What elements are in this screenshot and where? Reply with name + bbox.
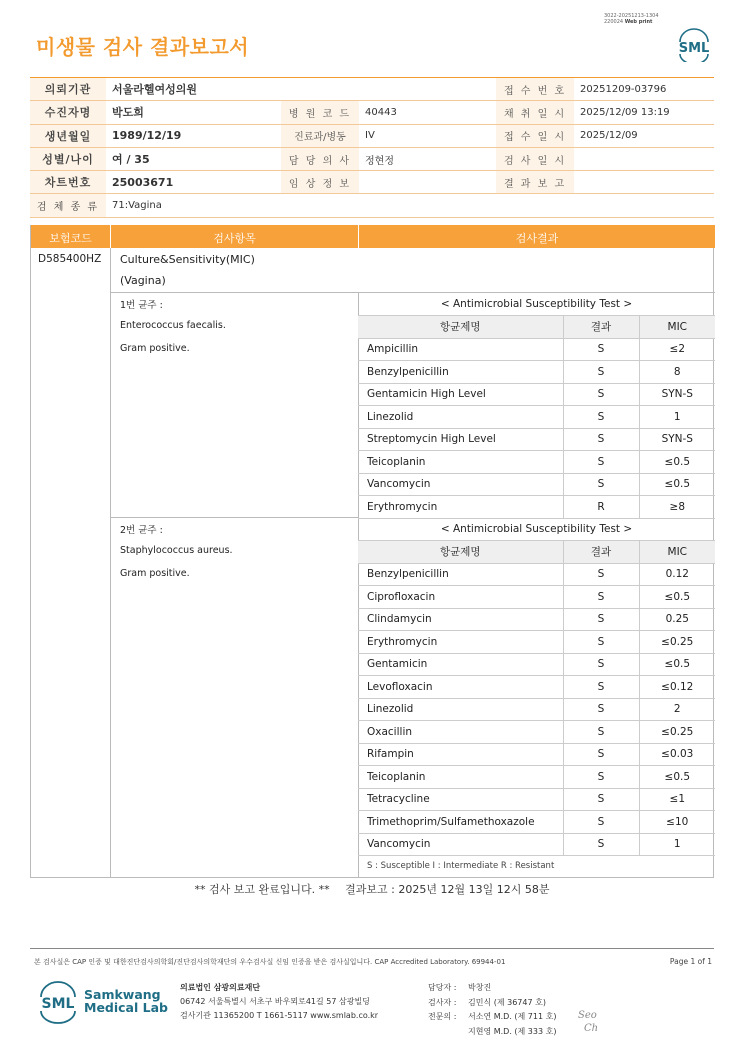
report-label: 결 과 보 고	[496, 171, 574, 194]
collect-date-value: 2025/12/09 13:19	[574, 101, 714, 124]
clinical-info-label: 임 상 정 보	[281, 171, 359, 194]
organism-1-label: 1번 균주 :	[120, 300, 163, 311]
ast-row	[358, 383, 715, 406]
drug-result: S	[563, 406, 639, 429]
drug-mic: ≥8	[639, 496, 715, 519]
tester-value: 김민식 (제 36747 호)	[468, 997, 546, 1007]
ast-row	[358, 811, 715, 834]
ast-row	[358, 496, 715, 519]
ast-row	[358, 473, 715, 496]
drug-result: S	[563, 653, 639, 676]
drug-result: S	[563, 631, 639, 654]
collect-date-label: 채 취 일 시	[496, 101, 574, 124]
org-contact: 검사기관 11365200 T 1661-5117 www.smlab.co.kr	[180, 1011, 379, 1020]
drug-name: Ciprofloxacin	[358, 586, 563, 609]
drug-result: S	[563, 721, 639, 744]
drug-name: Levofloxacin	[358, 676, 563, 699]
drug-name: Teicoplanin	[358, 451, 563, 474]
receipt-no-label: 접 수 번 호	[496, 78, 574, 101]
results-section	[30, 225, 714, 878]
drug-mic: ≤0.5	[639, 451, 715, 474]
specialist2-value: 지현영 M.D. (제 333 호)	[468, 1026, 557, 1036]
col-mic: MIC	[639, 541, 715, 564]
drug-result: S	[563, 608, 639, 631]
col-result: 결과	[563, 316, 639, 339]
sml-brand-logo-icon	[36, 980, 80, 1024]
drug-name: Streptomycin High Level	[358, 428, 563, 451]
chart-no-value: 25003671	[106, 171, 281, 194]
drug-name: Linezolid	[358, 406, 563, 429]
drug-mic: SYN-S	[639, 383, 715, 406]
drug-name: Oxacillin	[358, 721, 563, 744]
brand-line2: Medical Lab	[84, 1000, 168, 1015]
dob-label: 생년월일	[30, 124, 106, 147]
drug-mic: ≤0.5	[639, 473, 715, 496]
ast-row	[358, 406, 715, 429]
ast-row	[358, 338, 715, 361]
drug-result: S	[563, 563, 639, 586]
institution-label: 의뢰기관	[30, 78, 106, 101]
drug-name: Benzylpenicillin	[358, 563, 563, 586]
drug-mic: 0.25	[639, 608, 715, 631]
drug-mic: SYN-S	[639, 428, 715, 451]
patient-row	[30, 101, 714, 124]
specimen-value: 71:Vagina	[106, 194, 714, 217]
drug-name: Tetracycline	[358, 788, 563, 811]
logo-text: SML	[41, 996, 75, 1012]
name-label: 수진자명	[30, 101, 106, 124]
ast-row	[358, 766, 715, 789]
ast-title: < Antimicrobial Susceptibility Test >	[358, 518, 715, 541]
brand-line1: Samkwang	[84, 987, 161, 1002]
legend: S : Susceptible I : Intermediate R : Resistant	[367, 860, 555, 871]
certification-text: 본 검사실은 CAP 인증 및 대한진단검사의학회/진단검사의학재단의 우수검사실 신임 인증을 받은 검사실입니다. CAP Accredited Laboratory. 69944-01	[34, 958, 506, 966]
organism-1-gram: Gram positive.	[120, 343, 190, 354]
drug-name: Linezolid	[358, 698, 563, 721]
drug-name: Ampicillin	[358, 338, 563, 361]
ast-row	[358, 833, 715, 856]
patient-row	[30, 78, 714, 101]
receipt-date-value: 2025/12/09	[574, 124, 714, 147]
web-print-label: Web print	[624, 19, 653, 25]
receipt-no-value: 20251209-03796	[574, 78, 714, 101]
drug-name: Benzylpenicillin	[358, 361, 563, 384]
completion-line	[0, 881, 744, 897]
report-value	[574, 171, 714, 194]
organism-2-gram: Gram positive.	[120, 568, 190, 579]
drug-name: Vancomycin	[358, 833, 563, 856]
ast-row	[358, 608, 715, 631]
drug-result: R	[563, 496, 639, 519]
completion-report-time: 결과보고 : 2025년 12월 13일 12시 58분	[345, 883, 550, 896]
drug-result: S	[563, 676, 639, 699]
hospital-code-value: 40443	[359, 101, 496, 124]
ast-row	[358, 676, 715, 699]
drug-mic: ≤2	[639, 338, 715, 361]
ast-row	[358, 586, 715, 609]
ast-row	[358, 788, 715, 811]
staff-label: 담당자 :	[428, 983, 457, 992]
results-header	[31, 225, 715, 248]
ast-row	[358, 428, 715, 451]
drug-result: S	[563, 743, 639, 766]
patient-info-table	[30, 77, 714, 218]
drug-result: S	[563, 788, 639, 811]
patient-row	[30, 171, 714, 194]
drug-name: Gentamicin	[358, 653, 563, 676]
drug-name: Clindamycin	[358, 608, 563, 631]
institution-value: 서울라헬여성의원	[106, 78, 496, 101]
drug-mic: ≤0.12	[639, 676, 715, 699]
ast-row	[358, 698, 715, 721]
patient-row	[30, 194, 714, 217]
drug-mic: 8	[639, 361, 715, 384]
completion-done: ** 검사 보고 완료입니다. **	[194, 883, 330, 896]
drug-mic: 0.12	[639, 563, 715, 586]
drug-result: S	[563, 428, 639, 451]
col-result: 결과	[563, 541, 639, 564]
drug-name: Teicoplanin	[358, 766, 563, 789]
drug-result: S	[563, 383, 639, 406]
sml-logo-icon	[675, 28, 713, 62]
patient-row	[30, 147, 714, 170]
name-value: 박도희	[106, 101, 281, 124]
brand-name	[84, 988, 168, 1014]
header-result: 검사결과	[515, 232, 559, 245]
ast-row	[358, 653, 715, 676]
drug-mic: ≤0.25	[639, 631, 715, 654]
organism-2-label: 2번 균주 :	[120, 525, 163, 536]
drug-mic: ≤0.5	[639, 766, 715, 789]
doctor-label: 담 당 의 사	[281, 147, 359, 170]
test-specimen: (Vagina)	[120, 274, 166, 287]
dob-value: 1989/12/19	[106, 124, 281, 147]
patient-row	[30, 124, 714, 147]
chart-no-label: 차트번호	[30, 171, 106, 194]
specialist-label: 전문의 :	[428, 1012, 457, 1021]
drug-mic: ≤0.5	[639, 653, 715, 676]
drug-name: Gentamicin High Level	[358, 383, 563, 406]
ast-table-1	[358, 293, 715, 519]
test-date-value	[574, 147, 714, 170]
signatories	[428, 981, 556, 1039]
test-name: Culture&Sensitivity(MIC)	[120, 253, 255, 266]
drug-mic: 2	[639, 698, 715, 721]
drug-result: S	[563, 451, 639, 474]
drug-result: S	[563, 698, 639, 721]
drug-result: S	[563, 833, 639, 856]
ast-row	[358, 721, 715, 744]
ast-rows-1	[358, 338, 715, 518]
dept-value: IV	[359, 124, 496, 147]
header-item: 검사항목	[213, 232, 256, 245]
hospital-code-label: 병 원 코 드	[281, 101, 359, 124]
signature-1: Seo	[578, 1010, 597, 1021]
drug-result: S	[563, 766, 639, 789]
drug-mic: 1	[639, 833, 715, 856]
drug-mic: ≤10	[639, 811, 715, 834]
receipt-date-label: 접 수 일 시	[496, 124, 574, 147]
org-address: 06742 서울특별시 서초구 바우뫼로41길 57 삼광빌딩	[180, 997, 370, 1006]
drug-name: Trimethoprim/Sulfamethoxazole	[358, 811, 563, 834]
staff-value: 박창진	[468, 983, 492, 992]
drug-result: S	[563, 338, 639, 361]
org-info	[180, 981, 378, 1023]
ast-table-2	[358, 518, 715, 876]
drug-name: Rifampin	[358, 743, 563, 766]
col-mic: MIC	[639, 316, 715, 339]
report-code-line1: 3022-20251213-1304	[604, 13, 659, 19]
drug-result: S	[563, 586, 639, 609]
org-name: 의료법인 삼광의료재단	[180, 983, 261, 992]
drug-name: Vancomycin	[358, 473, 563, 496]
col-drug: 항균제명	[358, 316, 563, 339]
drug-result: S	[563, 473, 639, 496]
page-number: Page 1 of 1	[669, 957, 712, 966]
ast-row	[358, 563, 715, 586]
logo-text: SML	[678, 41, 710, 56]
drug-mic: ≤0.5	[639, 586, 715, 609]
report-code-line2: 220024	[604, 19, 624, 25]
sex-age-label: 성별/나이	[30, 147, 106, 170]
organism-1-name: Enterococcus faecalis.	[120, 320, 226, 331]
tester-label: 검사자 :	[428, 997, 457, 1007]
ast-row	[358, 451, 715, 474]
ast-rows-2	[358, 563, 715, 856]
drug-mic: 1	[639, 406, 715, 429]
col-drug: 항균제명	[358, 541, 563, 564]
drug-mic: ≤1	[639, 788, 715, 811]
drug-name: Erythromycin	[358, 631, 563, 654]
organism-2-name: Staphylococcus aureus.	[120, 545, 233, 556]
test-code: D585400HZ	[38, 253, 102, 265]
drug-mic: ≤0.03	[639, 743, 715, 766]
header-code: 보험코드	[49, 232, 92, 245]
drug-mic: ≤0.25	[639, 721, 715, 744]
ast-title: < Antimicrobial Susceptibility Test >	[358, 293, 715, 316]
dept-label: 진료과/병동	[281, 124, 359, 147]
drug-result: S	[563, 361, 639, 384]
report-code	[604, 13, 684, 25]
drug-result: S	[563, 811, 639, 834]
doctor-value: 정현정	[359, 147, 496, 170]
signature-2: Ch	[584, 1023, 599, 1034]
clinical-info-value	[359, 171, 496, 194]
page-title: 미생물 검사 결과보고서	[36, 35, 250, 59]
ast-row	[358, 361, 715, 384]
ast-row	[358, 631, 715, 654]
test-date-label: 검 사 일 시	[496, 147, 574, 170]
footer-divider	[30, 948, 714, 949]
sex-age-value: 여 / 35	[106, 147, 281, 170]
specimen-label: 검 체 종 류	[30, 194, 106, 217]
ast-row	[358, 743, 715, 766]
specialist1-value: 서소연 M.D. (제 711 호)	[468, 1012, 557, 1021]
drug-name: Erythromycin	[358, 496, 563, 519]
